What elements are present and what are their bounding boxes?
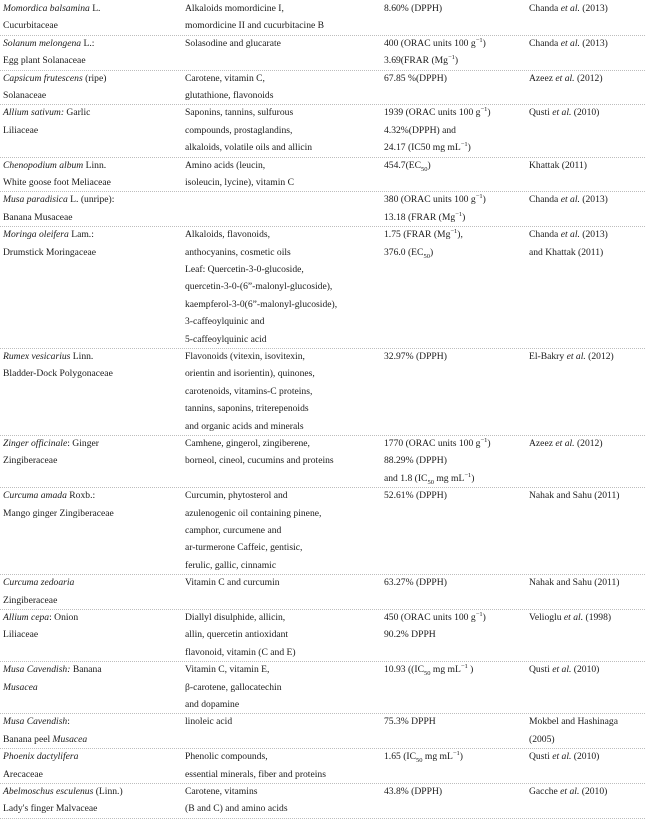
table-row	[0, 0, 645, 36]
compounds-cell	[185, 104, 312, 156]
compounds-cell-line: momordicine II and cucurbitacine B	[185, 20, 325, 32]
compounds-cell-line: azulenogenic oil containing pinene,	[185, 507, 322, 519]
plant-name-line: Liliaceae	[3, 124, 39, 136]
reference-cell	[529, 713, 618, 748]
reference-cell-line: Chanda et al. (2013)	[529, 3, 608, 14]
compounds-cell	[185, 435, 334, 470]
activity-cell-line: 1939 (ORAC units 100 $g^{-1}$)	[384, 106, 491, 119]
activity-cell	[384, 104, 491, 156]
activity-cell-line: 32.97% (DPPH)	[384, 351, 447, 362]
compounds-cell-line: alkaloids, volatile oils and allicin	[185, 142, 313, 154]
reference-cell-line: Gacche et al. (2010)	[529, 786, 608, 797]
compounds-cell-line: linoleic acid	[185, 716, 233, 728]
reference-cell-line: Mokbel and Hashinaga	[529, 716, 618, 728]
compounds-cell-line: ferulic, gallic, cinnamic	[185, 559, 277, 571]
plant-name-line: Banana Musaceae	[3, 211, 73, 223]
compounds-cell-line: tannins, saponins, triterepenoids	[185, 403, 309, 415]
compounds-cell-line: Carotene, vitamin C,	[185, 72, 265, 84]
table-row	[0, 70, 645, 106]
compounds-cell-line: Carotene, vitamins	[185, 786, 258, 797]
compounds-cell-line: flavonoid, vitamin (C and E)	[185, 646, 296, 658]
table-row	[0, 609, 645, 662]
plant-name-line: Solanaceae	[3, 89, 47, 101]
plant-name	[3, 574, 74, 609]
compounds-cell-line: β-carotene, gallocatechin	[185, 681, 282, 693]
compounds-cell-line: Amino acids (leucin,	[185, 159, 266, 171]
reference-cell	[529, 35, 608, 52]
activity-cell	[384, 226, 463, 261]
compounds-cell-line: 3-caffeoylquinic and	[185, 316, 265, 328]
plant-name-line: Momordica balsamina L.	[3, 3, 101, 14]
activity-cell-line: 90.2% DPPH	[384, 629, 436, 641]
reference-cell	[529, 191, 608, 208]
compounds-cell-line: compounds, prostaglandins,	[185, 124, 293, 136]
reference-cell-line: Khattak (2011)	[529, 159, 587, 171]
reference-cell	[529, 70, 603, 87]
table-row	[0, 783, 645, 819]
plant-name-line: Musacea	[3, 681, 38, 693]
compounds-cell	[185, 35, 281, 52]
compounds-cell-line: 5-caffeoylquinic acid	[185, 333, 267, 345]
activity-cell	[384, 609, 486, 644]
reference-cell-line: and Khattak (2011)	[529, 246, 604, 258]
activity-cell	[384, 35, 486, 70]
plant-name-line: Phoenix dactylifera	[3, 751, 79, 763]
reference-cell	[529, 226, 608, 261]
plant-name	[3, 661, 102, 696]
compounds-cell	[185, 609, 296, 661]
reference-cell-line: Nahak and Sahu (2011)	[529, 577, 620, 589]
plant-name-line: Cucurbitaceae	[3, 20, 58, 32]
reference-cell	[529, 0, 608, 17]
plant-name-line: Curcuma zedoaria	[3, 577, 75, 589]
reference-cell-line: Chanda et al. (2013)	[529, 229, 608, 241]
plant-name	[3, 783, 123, 818]
compounds-cell-line: (B and C) and amino acids	[185, 803, 288, 815]
compounds-cell-line: carotenoids, vitamins-C proteins,	[185, 385, 313, 397]
plant-name-line: Banana peel Musacea	[3, 733, 88, 745]
plant-name-line: Mango ginger Zingiberaceae	[3, 507, 114, 519]
reference-cell-line: (2005)	[529, 733, 555, 745]
plant-name-line: Chenopodium album Linn.	[3, 159, 107, 171]
activity-cell	[384, 487, 447, 504]
compounds-cell-line: isoleucin, lycine), vitamin C	[185, 176, 294, 188]
activity-cell-line: 376.0 $(EC_{50})$	[384, 246, 434, 260]
plant-name-line: White goose foot Meliaceae	[3, 176, 111, 188]
activity-cell-line: 3.69(FRAR $(Mg^{-1})$	[384, 54, 459, 67]
compounds-cell-line: Alkaloids momordicine I,	[185, 3, 284, 14]
reference-cell	[529, 783, 607, 800]
activity-cell-line: 63.27% (DPPH)	[384, 577, 447, 589]
activity-cell-line: and 1.8 ($IC_{50}$ mg $mL^{-1}$)	[384, 471, 475, 486]
plant-name-line: Allium sativum: Garlic	[3, 107, 91, 119]
reference-cell	[529, 435, 603, 452]
plant-name-line: Allium cepa: Onion	[3, 612, 79, 623]
reference-cell	[529, 574, 620, 591]
activity-cell	[384, 661, 473, 678]
reference-cell	[529, 157, 587, 174]
compounds-cell-line: essential minerals, fiber and proteins	[185, 768, 326, 780]
reference-cell-line: Chanda et al. (2013)	[529, 194, 608, 206]
compounds-cell-line: Phenolic compounds,	[185, 751, 268, 763]
activity-cell	[384, 157, 431, 174]
activity-cell-line: 43.8% (DPPH)	[384, 786, 443, 797]
plant-name	[3, 487, 114, 522]
compounds-cell-line: Alkaloids, flavonoids,	[185, 229, 271, 241]
plant-name-line: Arecaceae	[3, 768, 43, 780]
activity-cell	[384, 70, 447, 87]
activity-cell-line: 24.17 (IC50 mg $mL^{-1}$)	[384, 140, 471, 154]
reference-cell	[529, 104, 599, 121]
activity-cell-line: 88.29% (DPPH)	[384, 455, 447, 467]
activity-cell-line: 1.75 (FRAR $(Mg^{-1})$,	[384, 228, 463, 241]
plant-name-line: Egg plant Solanaceae	[3, 55, 86, 67]
plant-name	[3, 0, 100, 35]
plant-name-line: Drumstick Moringaceae	[3, 246, 96, 258]
activity-cell-line: 8.60% (DPPH)	[384, 3, 443, 14]
compounds-cell-line: glutathione, flavonoids	[185, 89, 274, 101]
compounds-cell-line: Vitamin C, vitamin E,	[185, 664, 270, 676]
table-row	[0, 35, 645, 71]
plant-name	[3, 70, 106, 105]
compounds-cell-line: camphor, curcumene and	[185, 524, 282, 536]
plant-name-line: Musa Cavendish: Banana	[3, 664, 102, 676]
reference-cell	[529, 609, 611, 626]
activity-cell-line: 75.3% DPPH	[384, 716, 436, 728]
activity-cell	[384, 783, 442, 800]
compounds-cell	[185, 748, 326, 783]
activity-cell	[384, 191, 486, 226]
compounds-cell	[185, 661, 282, 713]
reference-cell-line: Chanda et al. (2013)	[529, 37, 608, 49]
plant-name-line: Zingiberaceae	[3, 455, 58, 467]
plant-name-line: Rumex vesicarius Linn.	[3, 351, 94, 362]
plant-name-line: Lady's finger Malvaceae	[3, 803, 98, 815]
compounds-cell-line: Flavonoids (vitexin, isovitexin,	[185, 351, 305, 362]
compounds-cell	[185, 713, 232, 730]
compounds-cell	[185, 574, 280, 591]
activity-cell	[384, 574, 447, 591]
reference-cell-line: Azeez et al. (2012)	[529, 72, 603, 84]
table-row	[0, 574, 645, 610]
reference-cell	[529, 348, 614, 365]
plant-name	[3, 435, 99, 470]
plant-name-line: Abelmoschus esculenus (Linn.)	[3, 786, 123, 797]
plant-name-line: Solanum melongena L.:	[3, 37, 95, 49]
reference-cell-line: Nahak and Sahu (2011)	[529, 490, 620, 502]
activity-cell-line: 52.61% (DPPH)	[384, 490, 447, 502]
activity-cell-line: 13.18 (FRAR $(Mg^{-1})$	[384, 210, 466, 223]
compounds-cell-line: Diallyl disulphide, allicin,	[185, 612, 286, 623]
table-row	[0, 661, 645, 714]
plant-name-line: Liliaceae	[3, 629, 39, 641]
activity-cell-line: 450 (ORAC units 100 $g^{-1}$)	[384, 610, 486, 623]
plant-name-line: Zinger officinale: Ginger	[3, 438, 99, 449]
compounds-cell-line: quercetin-3-0-(6”-malonyl-glucoside),	[185, 281, 333, 293]
plant-name-line: Curcuma amada Roxb.:	[3, 490, 96, 502]
activity-cell-line: $454.7(EC_{50})$	[384, 159, 431, 173]
reference-cell	[529, 661, 599, 678]
compounds-cell	[185, 226, 337, 348]
table-row	[0, 748, 645, 784]
reference-cell	[529, 748, 599, 765]
reference-cell-line: Velioglu et al. (1998)	[529, 612, 612, 623]
activity-cell-line: 10.93 (($IC_{50}$ mg $mL^{-1}$ )	[384, 663, 474, 678]
plant-name-line: Musa Cavendish:	[3, 716, 70, 728]
compounds-cell-line: Curcumin, phytosterol and	[185, 490, 288, 502]
compounds-cell-line: orientin and isorientin), quinones,	[185, 368, 315, 380]
table-row	[0, 191, 645, 227]
activity-cell-line: 380 (ORAC units 100 $g^{-1}$)	[384, 193, 486, 206]
activity-cell	[384, 435, 491, 487]
activity-cell-line: 67.85 %(DPPH)	[384, 72, 447, 84]
compounds-cell-line: anthocyanins, cosmetic oils	[185, 246, 291, 258]
table-row	[0, 226, 645, 349]
compounds-cell	[185, 348, 315, 435]
activity-cell	[384, 0, 442, 17]
table-row	[0, 435, 645, 488]
table-row	[0, 104, 645, 157]
plant-name	[3, 104, 90, 139]
reference-cell	[529, 487, 620, 504]
plant-name	[3, 609, 78, 644]
table-row	[0, 157, 645, 193]
table-row	[0, 487, 645, 575]
compounds-cell-line: and organic acids and minerals	[185, 420, 304, 432]
reference-cell-line: Qusti et al. (2010)	[529, 664, 600, 676]
compounds-cell	[185, 0, 324, 35]
activity-cell-line: 1770 (ORAC units 100 $g^{-1}$)	[384, 436, 491, 449]
table-row	[0, 713, 645, 749]
compounds-cell-line: Solasodine and glucarate	[185, 37, 281, 49]
plant-name	[3, 348, 113, 383]
compounds-cell-line: kaempferol-3-0(6”-malonyl-glucoside),	[185, 298, 338, 310]
compounds-cell-line: Camhene, gingerol, zingiberene,	[185, 438, 310, 449]
activity-cell-line: 400 (ORAC units 100 $g^{-1}$)	[384, 36, 486, 49]
reference-cell-line: Qusti et al. (2010)	[529, 751, 600, 763]
plant-name-line: Musa paradisica L. (unripe):	[3, 194, 115, 206]
compounds-cell-line: Vitamin C and curcumin	[185, 577, 280, 589]
reference-cell-line: El-Bakry et al. (2012)	[529, 351, 614, 362]
compounds-cell	[185, 783, 288, 818]
compounds-cell-line: Saponins, tannins, sulfurous	[185, 107, 294, 119]
table-row	[0, 348, 645, 436]
compounds-cell-line: ar-turmerone Caffeic, gentisic,	[185, 542, 303, 554]
plant-name-line: Bladder-Dock Polygonaceae	[3, 368, 113, 380]
activity-cell	[384, 713, 436, 730]
plant-name	[3, 748, 78, 783]
compounds-cell	[185, 70, 273, 105]
compounds-cell-line: Leaf: Quercetin-3-0-glucoside,	[185, 263, 304, 275]
reference-cell-line: Azeez et al. (2012)	[529, 438, 603, 449]
plant-name-line: Moringa oleifera Lam.:	[3, 229, 94, 241]
activity-cell-line: 1.65 ($IC_{50}$ mg $mL^{-1}$)	[384, 750, 463, 765]
plant-name	[3, 226, 96, 261]
plant-name-line: Zingiberaceae	[3, 594, 58, 606]
activity-cell	[384, 748, 463, 765]
compounds-cell-line: borneol, cineol, cucumins and proteins	[185, 455, 334, 467]
plant-name	[3, 713, 87, 748]
activity-cell	[384, 348, 447, 365]
compounds-cell	[185, 157, 294, 192]
compounds-cell-line: and dopamine	[185, 698, 240, 710]
plant-name	[3, 35, 94, 70]
plant-name	[3, 157, 111, 192]
reference-cell-line: Qusti et al. (2010)	[529, 107, 600, 119]
plant-name-line: Capsicum frutescens (ripe)	[3, 72, 107, 84]
compounds-cell-line: allin, quercetin antioxidant	[185, 629, 289, 641]
compounds-cell	[185, 487, 321, 574]
plant-name	[3, 191, 114, 226]
activity-cell-line: 4.32%(DPPH) and	[384, 124, 456, 136]
